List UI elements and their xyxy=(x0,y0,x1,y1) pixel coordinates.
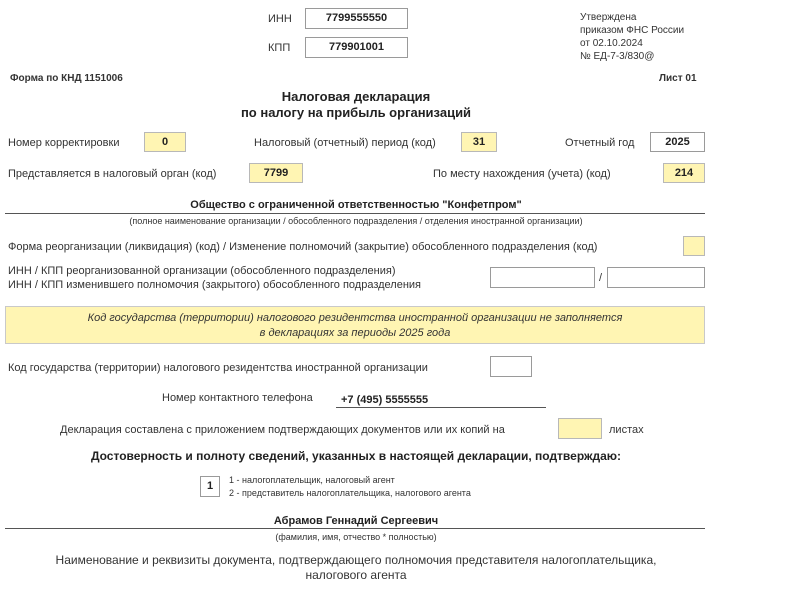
residency-label: Код государства (территории) налогового резидентства иностранной организации xyxy=(8,362,428,374)
year-label: Отчетный год xyxy=(565,137,635,149)
approval-line-3: от 02.10.2024 xyxy=(580,38,643,49)
inn-field[interactable]: 7799555550 xyxy=(305,8,408,29)
approval-line-4: № ЕД-7-3/830@ xyxy=(580,51,655,62)
reorg-label: Форма реорганизации (ликвидация) (код) / Изменение полномочий (закрытие) обособленного подразделения (код) xyxy=(8,241,598,253)
authority-document-label xyxy=(0,553,712,583)
phone-label: Номер контактного телефона xyxy=(162,392,313,404)
confirm-heading: Достоверность и полноту сведений, указанных в настоящей декларации, подтверждаю: xyxy=(90,449,622,463)
signer-option-2: 2 - представитель налогоплательщика, налогового агента xyxy=(229,488,471,498)
approval-line-1: Утверждена xyxy=(580,12,637,23)
docs-sheets-field[interactable] xyxy=(558,418,602,439)
signer-options xyxy=(229,474,471,500)
approval-line-2: приказом ФНС России xyxy=(580,25,685,36)
kpp-field[interactable]: 779901001 xyxy=(305,37,408,58)
innkpp-label-line-1: ИНН / КПП реорганизованной организации (обособленного подразделения) xyxy=(8,265,396,277)
signer-underline xyxy=(5,528,705,529)
title-line-2: по налогу на прибыль организаций xyxy=(240,105,472,120)
reorg-inn-field[interactable] xyxy=(490,267,595,288)
tax-org-label: Представляется в налоговый орган (код) xyxy=(8,168,217,180)
signer-option-1: 1 - налогоплательщик, налоговый агент xyxy=(229,475,395,485)
innkpp-label-line-2: ИНН / КПП изменившего полномочия (закрытого) обособленного подразделения xyxy=(8,279,422,291)
inn-label: ИНН xyxy=(268,13,292,25)
reorg-kpp-field[interactable] xyxy=(607,267,705,288)
kpp-label: КПП xyxy=(268,42,291,54)
phone-field[interactable]: +7 (495) 5555555 xyxy=(341,394,429,406)
period-label: Налоговый (отчетный) период (код) xyxy=(254,137,436,149)
residency-notice xyxy=(5,306,705,344)
organization-name[interactable]: Общество с ограниченной ответственностью "Конфетпром" xyxy=(190,199,522,211)
docs-label: Декларация составлена с приложением подтверждающих документов или их копий на xyxy=(60,424,505,436)
page-title xyxy=(0,89,712,121)
signer-caption: (фамилия, имя, отчество * полностью) xyxy=(275,532,437,542)
sheet-number: Лист 01 xyxy=(659,73,697,84)
approval-block xyxy=(580,11,684,63)
period-field[interactable]: 31 xyxy=(461,132,497,152)
phone-underline xyxy=(336,407,546,408)
authority-doc-line-1: Наименование и реквизиты документа, подтверждающего полномочия представителя налогоплательщика, xyxy=(55,553,657,567)
form-knd: Форма по КНД 1151006 xyxy=(10,73,123,84)
residency-field[interactable] xyxy=(490,356,532,377)
signer-code-field[interactable]: 1 xyxy=(200,476,220,497)
reorg-field[interactable] xyxy=(683,236,705,256)
signer-name[interactable]: Абрамов Геннадий Сергеевич xyxy=(273,515,439,527)
docs-suffix: листах xyxy=(609,424,644,436)
notice-line-1: Код государства (территории) налогового резидентства иностранной организации не заполняется xyxy=(87,312,623,324)
notice-line-2: в декларациях за периоды 2025 года xyxy=(259,327,451,339)
year-field[interactable]: 2025 xyxy=(650,132,705,152)
title-line-1: Налоговая декларация xyxy=(281,89,431,104)
location-field[interactable]: 214 xyxy=(663,163,705,183)
tax-org-field[interactable]: 7799 xyxy=(249,163,303,183)
location-label: По месту нахождения (учета) (код) xyxy=(433,168,611,180)
authority-doc-line-2: налогового агента xyxy=(305,568,407,582)
organization-underline xyxy=(5,213,705,214)
correction-field[interactable]: 0 xyxy=(144,132,186,152)
correction-label: Номер корректировки xyxy=(8,137,120,149)
organization-caption: (полное наименование организации / обособленного подразделения / отделения иностранной организации) xyxy=(129,216,583,226)
innkpp-slash: / xyxy=(599,272,603,284)
